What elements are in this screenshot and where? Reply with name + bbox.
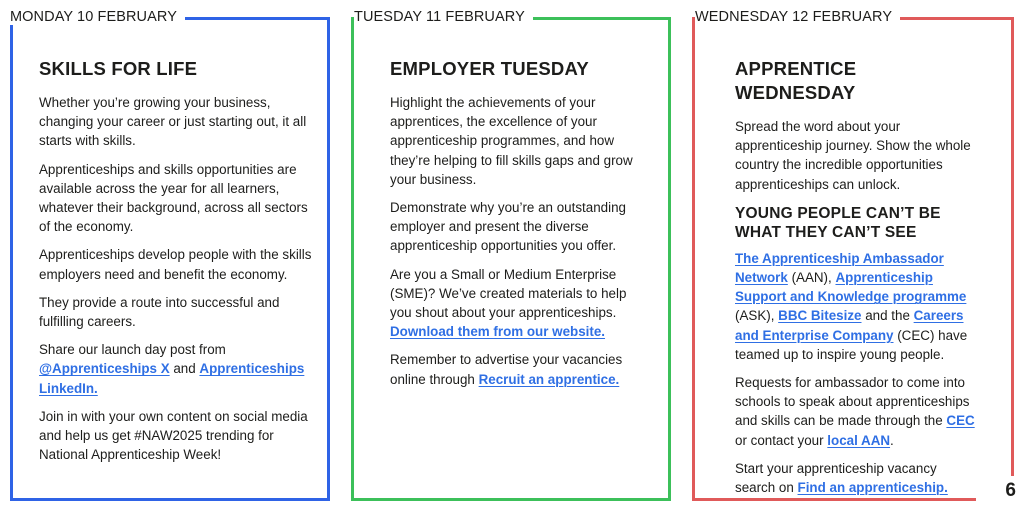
cec-link[interactable]: CEC bbox=[946, 413, 975, 429]
wednesday-paragraph-3 bbox=[735, 373, 978, 450]
wednesday-p2-text-3: and the bbox=[861, 308, 914, 324]
ask-programme-link[interactable]: Apprenticeship Support and Knowledge programme bbox=[735, 270, 967, 305]
tuesday-card bbox=[351, 9, 671, 501]
wednesday-card bbox=[692, 9, 1014, 501]
wednesday-paragraph-2 bbox=[735, 249, 978, 364]
wednesday-title: APPRENTICE WEDNESDAY bbox=[735, 58, 857, 103]
tuesday-p4-text: Remember to advertise your vacancies online through bbox=[390, 352, 623, 387]
wednesday-p3-text: Requests for ambassador to come into schools to speak about apprenticeships and skills can be made through the bbox=[735, 375, 970, 429]
download-materials-link[interactable]: Download them from our website. bbox=[390, 324, 606, 340]
monday-paragraph-4: They provide a route into successful and fulfilling careers. bbox=[39, 294, 280, 330]
wednesday-p3-mid: or contact your bbox=[735, 432, 828, 448]
bbc-bitesize-link[interactable]: BBC Bitesize bbox=[778, 308, 862, 324]
monday-paragraph-3: Apprenticeships develop people with the skills employers need and benefit the economy. bbox=[39, 247, 312, 282]
monday-p5-text: Share our launch day post from bbox=[39, 342, 226, 358]
apprenticeship-ambassador-network-link[interactable]: The Apprenticeship Ambassador Network bbox=[735, 250, 944, 286]
apprenticeships-linkedin-link[interactable]: Apprenticeships LinkedIn. bbox=[39, 361, 305, 396]
tuesday-paragraph-2: Demonstrate why you’re an outstanding employer and present the diverse apprenticeship opportunities you offer. bbox=[390, 200, 626, 254]
wednesday-p4-text: Start your apprenticeship vacancy search on bbox=[735, 460, 937, 496]
monday-title: SKILLS FOR LIFE bbox=[39, 58, 198, 79]
wednesday-p3-end: . bbox=[890, 432, 894, 448]
careers-enterprise-company-link[interactable]: Careers and Enterprise Company bbox=[735, 308, 964, 343]
wednesday-paragraph-1: Spread the word about your apprenticeship journey. Show the whole country the incredible opportunities apprenticeships can unlock. bbox=[735, 119, 971, 192]
tuesday-paragraph-1: Highlight the achievements of your apprentices, the excellence of your apprenticeship programmes, and how they’re helping to fill skills gaps and grow your business. bbox=[390, 95, 633, 187]
monday-paragraph-1: Whether you’re growing your business, changing your career or just starting out, it all starts with skills. bbox=[39, 95, 307, 149]
tuesday-title: EMPLOYER TUESDAY bbox=[390, 58, 589, 79]
monday-paragraph-5 bbox=[39, 340, 312, 398]
monday-top-rule bbox=[170, 17, 330, 20]
monday-content bbox=[39, 57, 312, 473]
wednesday-p2-text-4: (CEC) have teamed up to inspire young people. bbox=[735, 327, 968, 362]
tuesday-paragraph-4 bbox=[390, 350, 641, 388]
monday-paragraph-6: Join in with your own content on social media and help us get #NAW2025 trending for National Apprenticeship Week! bbox=[39, 408, 308, 463]
page-number: 6 bbox=[976, 476, 1016, 506]
monday-p5-and: and bbox=[169, 361, 200, 377]
local-aan-link[interactable]: local AAN bbox=[827, 432, 891, 448]
tuesday-paragraph-3 bbox=[390, 265, 641, 342]
recruit-an-apprentice-link[interactable]: Recruit an apprentice. bbox=[478, 371, 620, 387]
monday-paragraph-2: Apprenticeships and skills opportunities are available across the year for all learners, whatever their background, across all sectors of the economy. bbox=[39, 161, 308, 235]
wednesday-p2-text-2: (ASK), bbox=[735, 308, 779, 324]
tuesday-p3-text: Are you a Small or Medium Enterprise (SME)? We’ve created materials to help you shout about your apprenticeships. bbox=[390, 266, 627, 321]
wednesday-p2-text-1: (AAN), bbox=[787, 270, 836, 286]
monday-card bbox=[10, 9, 330, 501]
monday-day-label: MONDAY 10 FEBRUARY bbox=[10, 9, 185, 25]
wednesday-day-label: WEDNESDAY 12 FEBRUARY bbox=[695, 9, 900, 25]
wednesday-paragraph-4 bbox=[735, 459, 978, 497]
apprenticeships-x-link[interactable]: @Apprenticeships X bbox=[39, 361, 170, 377]
tuesday-day-label: TUESDAY 11 FEBRUARY bbox=[354, 9, 533, 25]
wednesday-subtitle: YOUNG PEOPLE CAN’T BE WHAT THEY CAN’T SEE bbox=[735, 204, 941, 241]
tuesday-content bbox=[390, 57, 641, 398]
find-an-apprenticeship-link[interactable]: Find an apprenticeship. bbox=[797, 480, 948, 496]
wednesday-content bbox=[735, 57, 978, 506]
